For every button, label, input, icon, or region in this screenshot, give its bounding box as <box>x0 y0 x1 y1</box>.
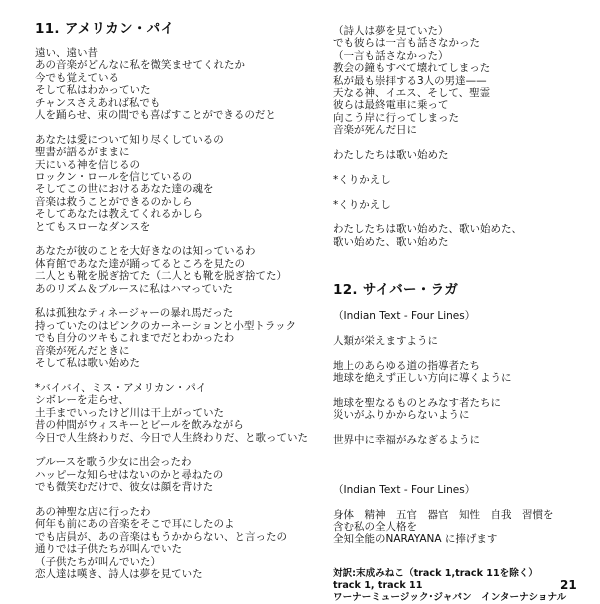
lyric-line: 恋人達は嘆き、詩人は夢を見ていた <box>35 567 203 580</box>
lyric-line: 聖書が語るがままに <box>35 146 130 159</box>
lyric-line: わたしたちは歌い始めた <box>333 149 449 162</box>
lyric-line: *くりかえし <box>333 173 391 186</box>
lyric-line: シボレーを走らせ、 <box>35 394 129 407</box>
lyric-line: track 1, track 11 <box>333 579 423 591</box>
lyric-line: （一言も話さなかった） <box>333 49 449 62</box>
lyric-line: 教会の鐘もすべて壊れてしまった <box>333 62 491 75</box>
blank-line <box>333 459 593 471</box>
lyric-line: ブルースを歌う少女に出会ったわ <box>35 456 192 469</box>
lyric-line: 持っていたのはピンクのカーネーションと小型トラック <box>35 319 297 332</box>
blank-line <box>333 496 593 508</box>
lyric-line: でも自分のツキもこれまでだとわかったわ <box>35 332 235 345</box>
lyric-line: 天なる神、イエス、そして、聖霊 <box>333 87 491 100</box>
lyric-line: 地球を聖なるものとみなす者たちに <box>333 397 501 410</box>
page-number: 21 <box>560 578 577 592</box>
lyric-line: ロックン・ロールを信じているの <box>35 171 193 184</box>
lyric-line: ワーナーミュージック･ジャパン インターナショナル <box>333 591 567 603</box>
lyric-line: （Indian Text - Four Lines） <box>333 310 476 323</box>
lyric-line: そしてこの世におけるあなた達の魂を <box>35 183 214 196</box>
lyric-line: 天にいる神を信じるの <box>35 158 140 171</box>
lyric-line: 土手までいったけど川は干上がっていた <box>35 406 224 419</box>
lyric-line: あの神聖な店に行ったわ <box>35 505 151 518</box>
lyric-line: 世界中に幸福がみなぎるように <box>333 434 480 447</box>
lyric-line: 音楽が死んだときに <box>35 344 130 357</box>
lyric-line: 音楽は救うことができるのかしら <box>35 195 193 208</box>
lyric-line: 対訳:末成みねこ（track 1,track 11を除く） <box>333 567 539 579</box>
lyric-line: 人類が栄えますように <box>333 335 438 348</box>
lyric-line: 彼らは最終電車に乗って <box>333 99 449 112</box>
blank-line <box>333 211 593 223</box>
lyric-line: 私は孤独なティネージャーの暴れ馬だった <box>35 307 234 320</box>
song-12-lyrics <box>333 310 593 546</box>
lyric-line: 人を踊らせ、束の間でも喜ばすことができるのだと <box>35 109 276 122</box>
blank-line <box>333 323 593 335</box>
lyric-line: （子供たちが叫んでいた） <box>35 555 161 568</box>
blank-line <box>35 370 310 382</box>
song-12-title: 12. サイバー・ラガ <box>333 282 459 299</box>
lyric-line: 今でも覚えている <box>35 71 119 84</box>
lyric-line: でも微笑むだけで、彼女は顔を背けた <box>35 481 214 494</box>
lyric-line: あのリズム＆ブルースに私はハマっていた <box>35 282 233 295</box>
lyric-line: そして私はわかっていた <box>35 84 151 97</box>
right-column <box>333 25 593 604</box>
song-11-title: 11. アメリカン・パイ <box>35 21 175 37</box>
lyric-line: あなたは愛について知り尽くしているの <box>35 133 224 146</box>
lyric-line: *くりかえし <box>333 198 391 211</box>
lyric-line: 歌い始めた、歌い始めた <box>333 235 449 248</box>
lyric-line: 通りでは子供たちが叫んでいた <box>35 543 182 556</box>
lyric-line: あなたが彼のことを大好きなのは知っているわ <box>35 245 256 258</box>
lyric-line: でも店員が、あの音楽はもうかからない、と言ったの <box>35 530 287 543</box>
lyric-line: 身体 精神 五官 器官 知性 自我 習慣を <box>333 508 554 521</box>
lyric-line: 含む私の全人格を <box>333 521 417 534</box>
lyric-line: 今日で人生終わりだ、今日で人生終わりだ、と歌っていた <box>35 431 308 444</box>
lyric-line: わたしたちは歌い始めた、歌い始めた、 <box>333 223 522 236</box>
lyric-line: 二人とも靴を脱ぎ捨てた（二人とも靴を脱ぎ捨てた） <box>35 270 287 283</box>
blank-line <box>35 295 310 307</box>
lyric-line: （Indian Text - Four Lines） <box>333 483 476 496</box>
blank-line <box>35 444 310 456</box>
blank-line <box>35 121 310 133</box>
lyric-line: 全知全能のNARAYANA に捧げます <box>333 533 498 546</box>
blank-line <box>333 347 593 359</box>
lyric-line: 地上のあらゆる道の指導者たち <box>333 359 480 372</box>
lyric-line: あの音楽がどんなに私を微笑ませてくれたか <box>35 59 245 72</box>
left-column <box>35 17 310 580</box>
translation-credit <box>333 568 593 604</box>
lyric-line: 地球を絶えず正しい方向に導くように <box>333 372 512 385</box>
lyric-line: 遠い、遠い昔 <box>35 47 98 59</box>
lyric-line: 私が最も崇拝する3人の男達—— <box>333 74 487 87</box>
blank-line <box>333 422 593 434</box>
lyric-line: 何年も前にあの音楽をそこで耳にしたのよ <box>35 518 235 531</box>
lyric-line: 昔の仲間がウィスキーとビールを飲みながら <box>35 419 244 432</box>
lyric-line: *バイバイ、ミス・アメリカン・パイ <box>35 381 207 394</box>
song-11-lyrics-continued <box>333 25 593 248</box>
lyric-line: 音楽が死んだ日に <box>333 124 417 137</box>
lyric-line: ハッピーな知らせはないのかと尋ねたの <box>35 468 224 481</box>
song-11-lyrics <box>35 47 310 580</box>
blank-line <box>333 137 593 149</box>
blank-line <box>35 494 310 506</box>
blank-line <box>333 471 593 483</box>
blank-line <box>333 447 593 459</box>
blank-line <box>333 161 593 173</box>
blank-line <box>35 233 310 245</box>
blank-line <box>333 186 593 198</box>
lyric-line: とてもスローなダンスを <box>35 220 151 233</box>
lyric-line: そして私は歌い始めた <box>35 357 140 370</box>
lyric-line: でも彼らは一言も話さなかった <box>333 37 480 50</box>
lyric-line: 体育館であなた達が踊ってるところを見たの <box>35 257 245 270</box>
lyric-line: （詩人は夢を見ていた） <box>333 25 449 37</box>
lyric-line: 災いがふりかからないように <box>333 409 470 422</box>
lyric-line: チャンスさえあれば私でも <box>35 96 161 109</box>
lyric-line: 向こう岸に行ってしまった <box>333 111 459 124</box>
blank-line <box>333 385 593 397</box>
lyric-line: そしてあなたは教えてくれるかしら <box>35 208 203 221</box>
